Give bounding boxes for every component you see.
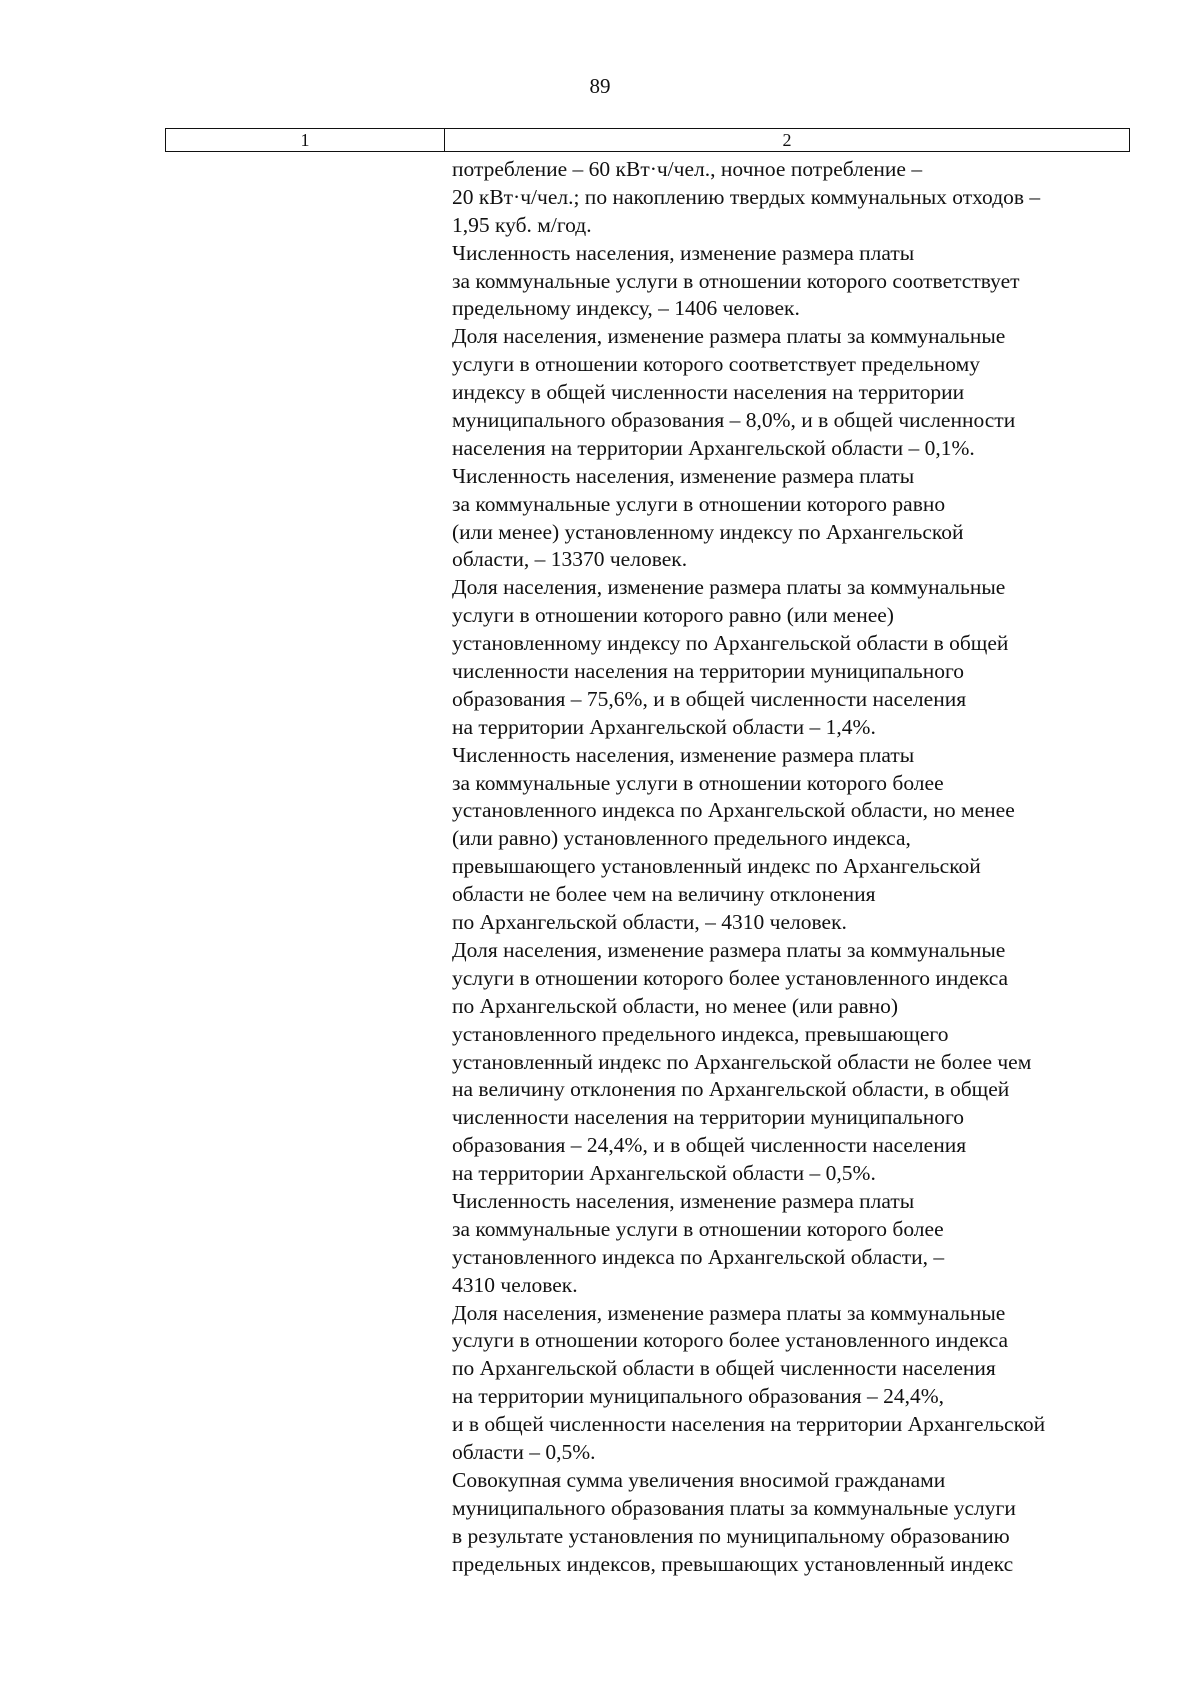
- text-line: образования – 24,4%, и в общей численности населения: [452, 1133, 967, 1158]
- text-line: за коммунальные услуги в отношении которого соответствует: [452, 268, 1020, 293]
- text-line: области – 0,5%.: [452, 1439, 596, 1464]
- table-header-row: [165, 128, 1130, 152]
- text-line: индексу в общей численности населения на территории: [452, 380, 965, 405]
- text-line: предельному индексу, – 1406 человек.: [452, 296, 800, 321]
- text-line: предельных индексов, превышающих установленный индекс: [452, 1551, 1014, 1576]
- text-line: потребление – 60 кВт·ч/чел., ночное потребление –: [452, 157, 923, 181]
- text-line: установленного индекса по Архангельской области, но менее: [452, 798, 1015, 823]
- text-line: 20 кВт·ч/чел.; по накоплению твердых коммунальных отходов –: [452, 184, 1041, 209]
- table-header-col-1: 1: [166, 129, 445, 151]
- text-line: в результате установления по муниципальному образованию: [452, 1523, 1010, 1548]
- text-line: Численность населения, изменение размера платы: [452, 742, 915, 767]
- text-line: услуги в отношении которого более установленного индекса: [452, 965, 1009, 990]
- text-line: установленный индекс по Архангельской области не более чем: [452, 1049, 1032, 1074]
- text-line: по Архангельской области, но менее (или равно): [452, 993, 899, 1018]
- text-line: за коммунальные услуги в отношении которого равно: [452, 491, 946, 516]
- text-line: и в общей численности населения на территории Архангельской: [452, 1412, 1046, 1437]
- text-line: численности населения на территории муниципального: [452, 1105, 965, 1130]
- text-line: населения на территории Архангельской области – 0,1%.: [452, 435, 975, 460]
- text-line: по Архангельской области, – 4310 человек.: [452, 910, 847, 935]
- text-line: области не более чем на величину отклонения: [452, 882, 876, 907]
- text-line: 4310 человек.: [452, 1272, 578, 1297]
- text-line: Доля населения, изменение размера платы за коммунальные: [452, 937, 1006, 962]
- table-header-col-2: 2: [782, 130, 792, 150]
- text-line: по Архангельской области в общей численности населения: [452, 1356, 996, 1381]
- text-line: на территории Архангельской области – 0,5%.: [452, 1161, 876, 1186]
- text-line: Численность населения, изменение размера платы: [452, 240, 915, 265]
- page-number: 89: [589, 74, 611, 98]
- text-line: Численность населения, изменение размера платы: [452, 1188, 915, 1213]
- text-line: (или равно) установленного предельного индекса,: [452, 826, 911, 851]
- text-line: на территории Архангельской области – 1,4%.: [452, 714, 876, 739]
- text-line: Совокупная сумма увеличения вносимой гражданами: [452, 1467, 946, 1492]
- text-line: Доля населения, изменение размера платы за коммунальные: [452, 1300, 1006, 1325]
- text-line: муниципального образования платы за коммунальные услуги: [452, 1495, 1016, 1520]
- text-line: области, – 13370 человек.: [452, 547, 688, 572]
- text-line: на территории муниципального образования – 24,4%,: [452, 1384, 945, 1409]
- text-line: муниципального образования – 8,0%, и в общей численности: [452, 408, 1016, 433]
- text-line: Доля населения, изменение размера платы за коммунальные: [452, 575, 1006, 600]
- text-line: услуги в отношении которого соответствует предельному: [452, 352, 980, 377]
- text-line: установленного предельного индекса, превышающего: [452, 1021, 949, 1046]
- table-cell-column-2: [452, 156, 1132, 1578]
- text-line: за коммунальные услуги в отношении которого более: [452, 770, 944, 795]
- text-line: превышающего установленный индекс по Архангельской: [452, 854, 981, 879]
- text-line: (или менее) установленному индексу по Архангельской: [452, 519, 964, 544]
- text-line: на величину отклонения по Архангельской области, в общей: [452, 1077, 1010, 1102]
- text-line: установленному индексу по Архангельской области в общей: [452, 631, 1009, 656]
- text-line: за коммунальные услуги в отношении которого более: [452, 1216, 944, 1241]
- text-line: Численность населения, изменение размера платы: [452, 463, 915, 488]
- text-line: услуги в отношении которого более установленного индекса: [452, 1328, 1009, 1353]
- text-line: Доля населения, изменение размера платы за коммунальные: [452, 324, 1006, 349]
- text-line: образования – 75,6%, и в общей численности населения: [452, 686, 967, 711]
- text-line: 1,95 куб. м/год.: [452, 212, 592, 237]
- text-line: услуги в отношении которого равно (или менее): [452, 603, 894, 628]
- text-line: численности населения на территории муниципального: [452, 659, 965, 684]
- text-line: установленного индекса по Архангельской области, –: [452, 1244, 945, 1269]
